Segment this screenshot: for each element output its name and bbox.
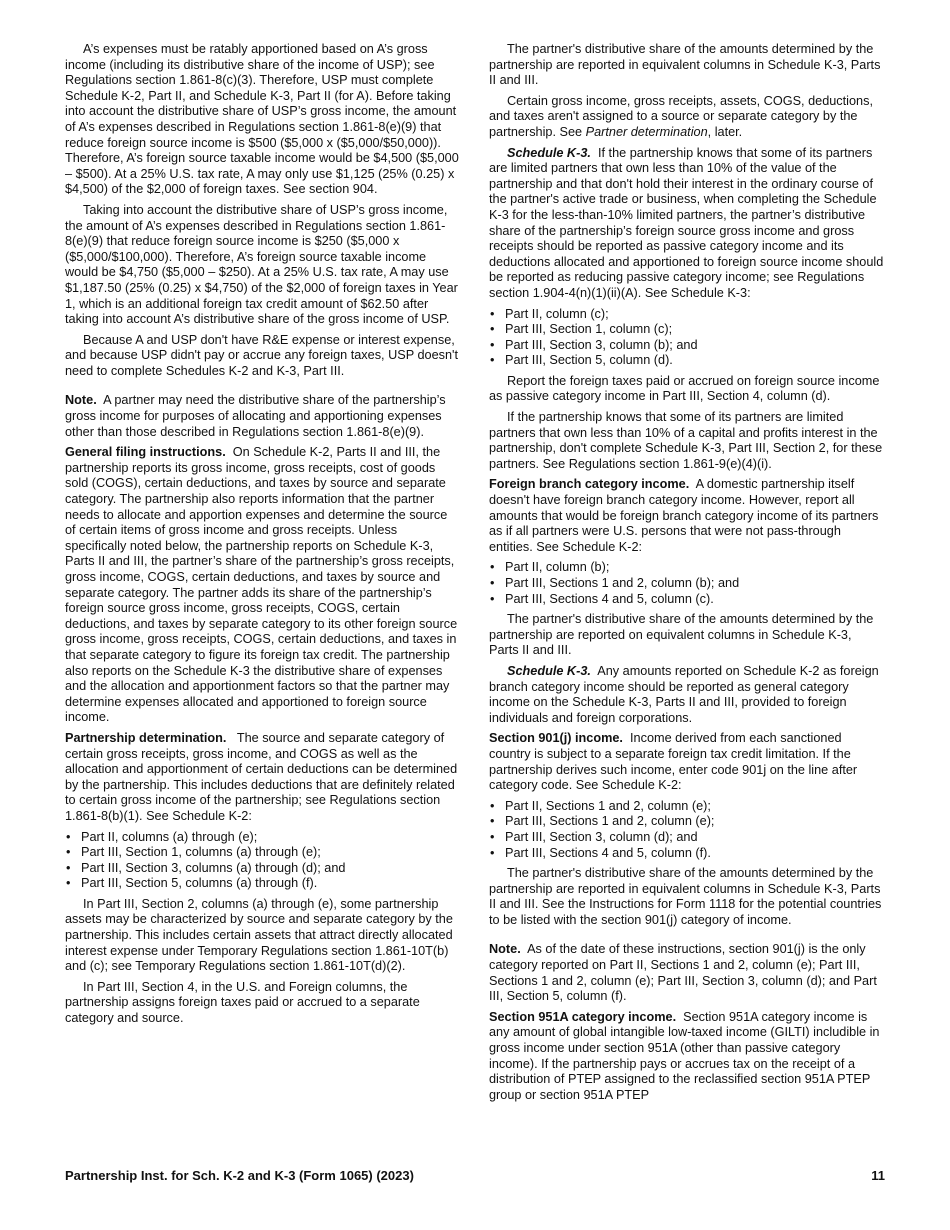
list-item: • Part III, Sections 1 and 2, column (b); and: [490, 576, 740, 590]
section-901j-heading: Section 901(j) income.: [489, 731, 623, 746]
list-item: • Part III, Sections 4 and 5, column (f).: [490, 845, 711, 860]
section-901j-text: Income derived from each sanctioned country is subject to a separate foreign tax credit limitation. If the partnership derives such income, enter code 901j on the line after category code. See Schedule K-2:: [489, 731, 858, 793]
general-filing-text: On Schedule K-2, Parts II and III, the partnership reports its gross income, gross receipts, cost of goods sold (COGS), certain deductions, and taxes by source and separate category. The partnership also reports information that the partner needs to allocate and apportion expenses and determine the source of certain items of gross income and gross receipts. Unless specifically noted below, the partnership reports on Schedule K-3, Parts II and III, the partner’s share of the partnership’s gross receipts, gross income, COGS, certain deductions, and taxes by source and separate category. The partner adds its share of the partnership’s foreign source gross income, gross receipts, COGS, certain deductions, and taxes by separate category to its other foreign source gross income, gross receipts, COGS, certain deductions, and taxes in that separate category to figure its foreign tax credit. The partnership also reports on the Schedule K-3 the distributive share of expenses and the allocation and apportionment factors so that the partner may determine expenses allocated and apportioned to foreign source income.: [65, 445, 458, 725]
section-951a-text: Section 951A category income is any amount of global intangible low-taxed income (GILTI) includible in gross income under section 951A (other than passive category income). If the partnership pays or accrues tax on the receipt of a distribution of PTEP assigned to the reclassified section 951A PTEP group or section 951A PTEP: [489, 1009, 880, 1102]
list-item: • Part III, Section 1, column (c);: [490, 322, 673, 337]
schedule-k3-text: If the partnership knows that some of its partners are limited partners that own less than 10% of the value of the partnership and that don't hold their interest in the ordinary course of the partner's active trade or business, when completing the Schedule K-3 for the less-than-10% limited partners, the partner’s distributive share of the partnership’s foreign source gross income and gross receipts should be reported as passive category income and its deductions allocated and apportioned to foreign source income should be reported as reducing passive category income; see Regulations section 1.904-4(n)(1)(ii)(A). See Schedule K-3:: [489, 145, 884, 300]
partnership-determination-paragraph: [65, 731, 460, 825]
paragraph: A’s expenses must be ratably apportioned based on A’s gross income (including its distributive share of the income of USP); see Regulations section 1.861-8(c)(3). Therefore, USP must complete Schedule K-2, Part II, and Schedule K-3, Part II (for A). Before taking into account the distributive share of USP’s gross income, the amount of A’s expenses described in Regulations section 1.861-8(e)(9) that reduce foreign source income is $500 ($5,000 x ($5,000/$50,000)). Therefore, A’s foreign source taxable income would be $4,500 ($5,000 – $500). At a 25% U.S. tax rate, A may only use $1,125 (25% (0.25) x $4,500) of the $2,000 of foreign taxes. See section 904.: [65, 42, 459, 197]
bullet-icon: •: [490, 306, 495, 321]
bullet-icon: •: [66, 860, 71, 875]
note-heading: Note.: [489, 942, 521, 957]
paragraph: Report the foreign taxes paid or accrued on foreign source income as passive category income in Part III, Section 4, column (d).: [489, 373, 880, 404]
cross-reference: Partner determination: [585, 124, 708, 139]
section-901j-paragraph: [489, 731, 884, 793]
schedule-k3-heading: Schedule K-3.: [507, 663, 591, 678]
general-filing-heading: General filing instructions.: [65, 445, 226, 460]
list-item: • Part II, column (b);: [490, 560, 610, 575]
bullet-list: [489, 307, 884, 369]
note-text: A partner may need the distributive share of the partnership’s gross income for purposes of allocating and apportioning expenses other than those described in Regulations section 1.861-8(e)(9).: [65, 393, 446, 439]
note-paragraph: [489, 942, 884, 1004]
paragraph: Certain gross income, gross receipts, assets, COGS, deductions, and taxes aren't assigned to a source or separate category by the partnership. See Partner determination, later.: [489, 93, 873, 139]
list-item: • Part III, Section 5, column (d).: [490, 353, 673, 368]
bullet-icon: •: [490, 829, 495, 844]
section-951a-paragraph: [489, 1010, 884, 1104]
list-item: • Part III, Sections 4 and 5, column (c).: [490, 591, 714, 606]
paragraph: Taking into account the distributive share of USP’s gross income, the amount of A’s expenses described in Regulations section 1.861-8(e)(9) that reduce foreign source income is $250 ($5,000 x ($5,000/$100,000). Therefore, A’s foreign source taxable income would be $4,750 ($5,000 – $250). At a 25% U.S. tax rate, A may use $1,187.50 (25% (0.25) x $4,750) of the $2,000 of foreign taxes in Year 1, which is an additional foreign tax credit amount of $62.50 after taking into account A’s distributive share of the gross income of USP.: [65, 202, 458, 327]
list-item: • Part II, columns (a) through (e);: [66, 829, 258, 844]
section-951a-heading: Section 951A category income.: [489, 1009, 677, 1024]
list-item: • Part II, Sections 1 and 2, column (e);: [490, 798, 711, 813]
bullet-icon: •: [490, 560, 495, 575]
partnership-determination-text: The source and separate category of certain gross receipts, gross income, and COGS as well as the allocation and apportionment of certain deductions can be determined by the partnership. This includes deductions that are definitely related to certain gross income of the partnership; see Regulations section 1.861-8(b)(1). See Schedule K-2:: [65, 730, 458, 823]
list-item: • Part III, Section 5, columns (a) through (f).: [66, 876, 318, 891]
foreign-branch-text: A domestic partnership itself doesn't have foreign branch category income. However, report all amounts that would be foreign branch category income of its partners as if all partners were U.S. persons that were not pass-through entities. See Schedule K-2:: [489, 477, 879, 554]
bullet-icon: •: [490, 322, 495, 337]
list-item: • Part III, Sections 1 and 2, column (e);: [490, 814, 715, 829]
page-footer: [65, 1168, 885, 1183]
paragraph: Because A and USP don't have R&E expense or interest expense, and because USP didn't pay or accrue any foreign taxes, USP doesn't need to complete Schedules K-2 and K-3, Part III.: [65, 332, 458, 378]
paragraph: In Part III, Section 2, columns (a) through (e), some partnership assets may be characterized by source and separate category by the partnership. This includes certain assets that attract directly allocated interest expense under Temporary Regulations section 1.861-10T(b) and (c); see Temporary Regulations section 1.861-10T(d)(2).: [65, 896, 453, 974]
schedule-k3-heading: Schedule K-3.: [507, 145, 591, 160]
foreign-branch-heading: Foreign branch category income.: [489, 477, 690, 492]
list-item: • Part III, Section 3, column (d); and: [490, 829, 698, 844]
paragraph: The partner's distributive share of the amounts determined by the partnership are reported in equivalent columns in Schedule K-3, Parts II and III. See the Instructions for Form 1118 for the potential countries to be listed with the section 901(j) category of income.: [489, 866, 882, 927]
bullet-icon: •: [66, 845, 71, 860]
bullet-icon: •: [66, 829, 71, 844]
bullet-icon: •: [490, 353, 495, 368]
list-item: • Part III, Section 3, columns (a) through (d); and: [66, 860, 346, 875]
list-item: • Part III, Section 1, columns (a) through (e);: [66, 845, 321, 860]
general-filing-paragraph: [65, 445, 460, 726]
bullet-icon: •: [490, 591, 495, 606]
bullet-list: [65, 830, 460, 892]
schedule-k3-paragraph: [489, 664, 884, 726]
bullet-list: [489, 560, 884, 607]
list-item: • Part III, Section 3, column (b); and: [490, 337, 698, 352]
footer-title: Partnership Inst. for Sch. K-2 and K-3 (Form 1065) (2023): [65, 1168, 414, 1183]
list-item: • Part II, column (c);: [490, 306, 609, 321]
schedule-k3-text: Any amounts reported on Schedule K-2 as foreign branch category income should be reported as general category income on the Schedule K-3, Parts II and III, provided to foreign individuals and foreign corporations.: [489, 663, 879, 725]
bullet-list: [489, 799, 884, 861]
note-paragraph: [65, 393, 460, 440]
page-number: 11: [871, 1168, 885, 1183]
partnership-determination-heading: Partnership determination.: [65, 730, 227, 745]
paragraph: The partner's distributive share of the amounts determined by the partnership are reported on equivalent columns in Schedule K-3, Parts II and III.: [489, 612, 874, 658]
bullet-icon: •: [490, 845, 495, 860]
foreign-branch-paragraph: [489, 477, 884, 555]
paragraph: The partner's distributive share of the amounts determined by the partnership are reported in equivalent columns in Schedule K-3, Parts II and III.: [489, 42, 881, 88]
bullet-icon: •: [490, 337, 495, 352]
note-heading: Note.: [65, 393, 97, 408]
right-column: [489, 42, 884, 1108]
bullet-icon: •: [66, 876, 71, 891]
paragraph: In Part III, Section 4, in the U.S. and Foreign columns, the partnership assigns foreign taxes paid or accrued to a separate category and source.: [65, 979, 420, 1026]
bullet-icon: •: [490, 814, 495, 829]
bullet-icon: •: [490, 798, 495, 813]
note-text: As of the date of these instructions, section 901(j) is the only category reported on Part II, Sections 1 and 2, column (e); Part III, Sections 1 and 2, column (e); Part III, Section 3, column (d); and Part III, Section 5, column (f).: [489, 942, 877, 1004]
left-column: [65, 42, 460, 1032]
paragraph: If the partnership knows that some of its partners are limited partners that own less than 10% of a capital and profits interest in the partnership, don't complete Schedule K-3, Part III, Section 2, for these partners. See Regulations section 1.861-9(e)(4)(i).: [489, 410, 883, 471]
schedule-k3-paragraph: [489, 146, 884, 302]
bullet-icon: •: [490, 576, 495, 590]
